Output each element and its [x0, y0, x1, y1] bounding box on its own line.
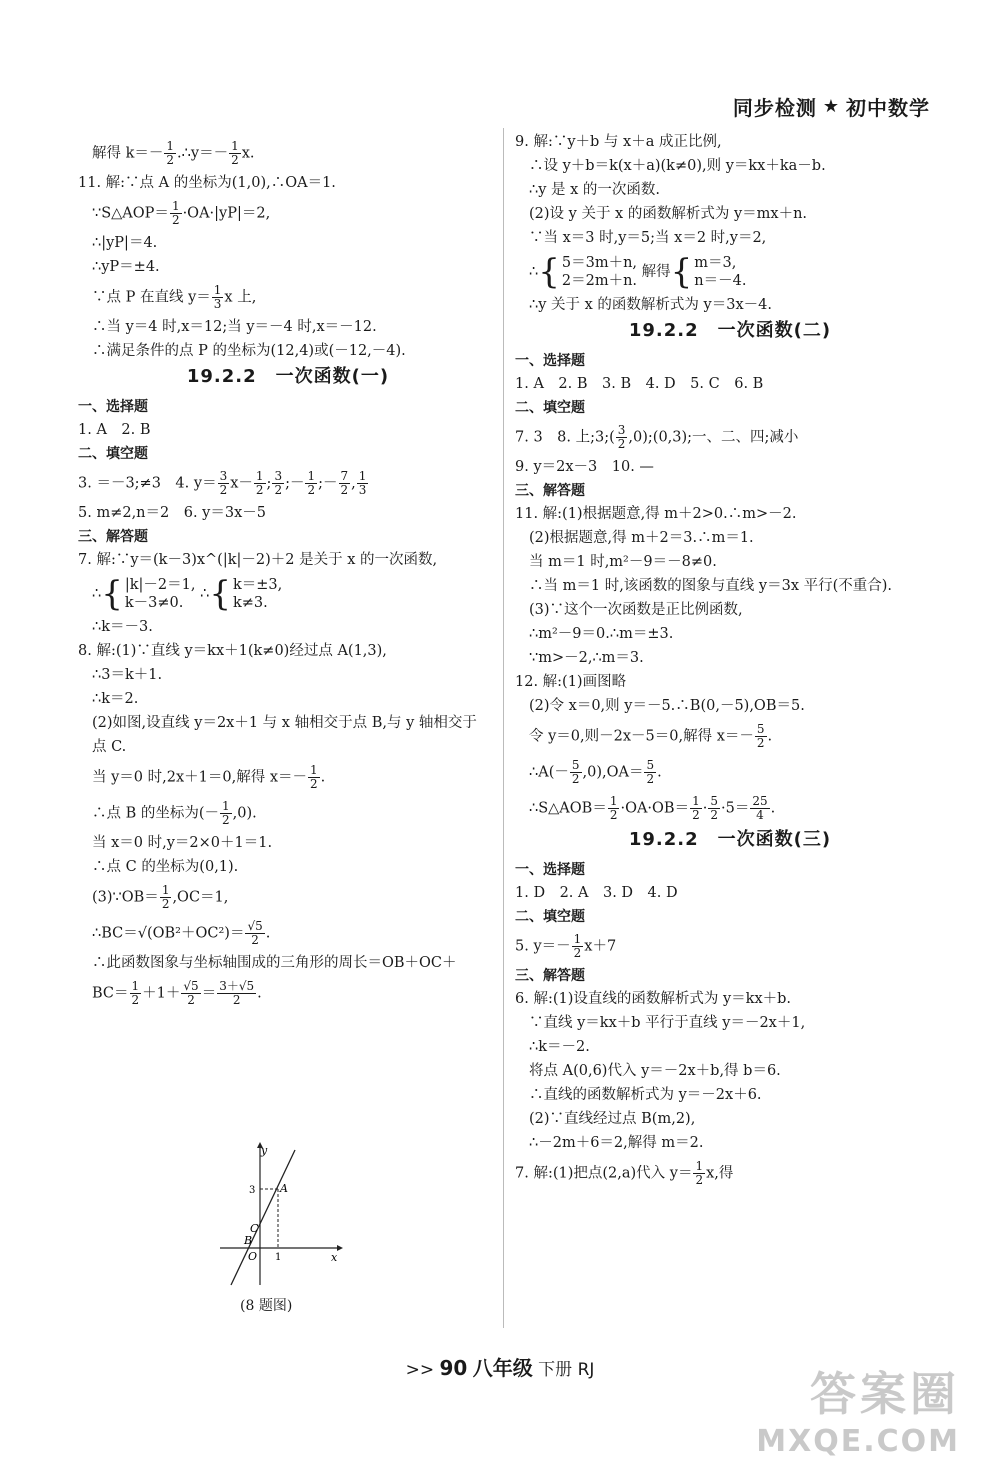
subheading: 二、填空题 [515, 400, 585, 416]
subheading: 一、选择题 [78, 399, 148, 415]
q8-line: (3)∵OB＝ $\frac{1}{2}$ ,OC＝1, [92, 883, 229, 912]
q8-graph [215, 1140, 345, 1290]
y-label: y [261, 1144, 268, 1157]
q9-line: ∴设 y＋b＝k(x＋a)(k≠0),则 y＝kx＋ka－b. [529, 158, 826, 174]
q11-line: ∴m²－9＝0.∴m＝±3. [529, 626, 674, 642]
edition-label: RJ [577, 1360, 595, 1380]
watermark-logo: 答案圈 [810, 1367, 960, 1421]
q7-line: 7. 解:(1)把点(2,a)代入 y＝ $\frac{1}{2}$ x,得 [515, 1159, 734, 1188]
point-B-label: B [244, 1234, 253, 1247]
q9-line: ∴y 是 x 的一次函数. [529, 182, 661, 198]
q11-line: ∴满足条件的点 P 的坐标为(12,4)或(－12,－4). [92, 343, 406, 359]
q11-line: 11. 解:(1)根据题意,得 m＋2>0.∴m>－2. [515, 506, 797, 522]
q8-line: (2)如图,设直线 y＝2x＋1 与 x 轴相交于点 B,与 y 轴相交于 [92, 715, 477, 731]
x-arrow-icon [337, 1245, 343, 1251]
q12-line: ∴S△AOB＝ $\frac{1}{2}$ ·OA·OB＝ $\frac{1}{2}$ · $\frac{5}{2}$ ·5＝ $\frac{25}{4}$ . [529, 794, 776, 823]
answers-fill: 5. y＝－ $\frac{1}{2}$ x＋7 [515, 932, 617, 961]
star-icon: ★ [822, 96, 840, 117]
q11-point: ∵点 P 在直线 y＝ $\frac{1}{3}$ x 上, [92, 283, 257, 312]
fraction: $\frac{1}{3}$ [213, 283, 222, 312]
q6-line: ∴直线的函数解析式为 y＝－2x＋6. [529, 1087, 762, 1103]
subheading: 三、解答题 [515, 483, 585, 499]
x-label: x [331, 1251, 338, 1264]
answers: 5. m≠2,n＝2 6. y＝3x－5 [78, 505, 267, 521]
watermark-url: MXQE.COM [756, 1424, 960, 1459]
q7-system: ∴ { |k|－2＝1, k－3≠0. ∴ { k＝±3, k≠3. [92, 574, 283, 614]
q6-line: 6. 解:(1)设直线的函数解析式为 y＝kx＋b. [515, 991, 792, 1007]
q7-line: ∴k＝－3. [92, 619, 153, 635]
q12-line: 12. 解:(1)画图略 [515, 674, 627, 690]
q6-line: (2)∵直线经过点 B(m,2), [529, 1111, 696, 1127]
answers: 1. D 2. A 3. D 4. D [515, 885, 678, 901]
fraction: $\frac{1}{2}$ [171, 199, 180, 228]
origin-label: O [248, 1250, 258, 1263]
subheading: 一、选择题 [515, 353, 585, 369]
q8-line: 当 x＝0 时,y＝2×0＋1＝1. [92, 835, 273, 851]
q8-line: 点 C. [92, 739, 127, 755]
figure-caption: (8 题图) [240, 1298, 293, 1314]
q12-line: ∴A(－ $\frac{5}{2}$ ,0),OA＝ $\frac{5}{2}$ . [529, 758, 662, 787]
arrows-icon: >> [405, 1360, 435, 1380]
q11-line: ∴|yP|＝4. [92, 235, 158, 251]
q6-line: ∴－2m＋6＝2,解得 m＝2. [529, 1135, 704, 1151]
q9-system: ∴ { 5＝3m＋n, 2＝2m＋n. 解得 { m＝3, n＝－4. [529, 252, 747, 292]
q6-line: 将点 A(0,6)代入 y＝－2x＋b,得 b＝6. [529, 1063, 781, 1079]
answers: 9. y＝2x－3 10. — [515, 459, 654, 475]
q11-line: 11. 解:∵点 A 的坐标为(1,0),∴OA＝1. [78, 175, 336, 191]
q9-line: ∵当 x＝3 时,y＝5;当 x＝2 时,y＝2, [529, 230, 767, 246]
q8-line: ∴点 B 的坐标为(－ $\frac{1}{2}$ ,0). [92, 799, 257, 828]
q8-line: ∴BC＝√(OB²＋OC²)＝ $\frac{√5}{2}$ . [92, 919, 271, 948]
section-heading: 19.2.2 一次函数(三) [628, 829, 832, 850]
q11-line: ∴当 m＝1 时,该函数的图象与直线 y＝3x 平行(不重合). [529, 578, 893, 594]
subject-title: 初中数学 [846, 96, 930, 120]
fraction: $\frac{1}{2}$ [166, 139, 175, 168]
q8-line: ∴此函数图象与坐标轴围成的三角形的周长＝OB＋OC＋ [92, 955, 457, 971]
right-column [515, 135, 945, 1196]
q7-line: 7. 解:∵y＝(k－3)x^(|k|－2)＋2 是关于 x 的一次函数, [78, 552, 438, 568]
left-column [78, 140, 498, 1016]
q12-line: 令 y＝0,则－2x－5＝0,解得 x＝－ $\frac{5}{2}$ . [529, 722, 773, 751]
subheading: 二、填空题 [515, 909, 585, 925]
q8-line: 8. 解:(1)∵直线 y＝kx＋1(k≠0)经过点 A(1,3), [78, 643, 387, 659]
volume-label: 下册 [538, 1360, 573, 1380]
q8-line: ∴点 C 的坐标为(0,1). [92, 859, 239, 875]
line-solve-k: 解得 k＝－ $\frac{1}{2}$ .∴y＝－ $\frac{1}{2}$ x. [92, 139, 255, 168]
q8-line: BC＝ $\frac{1}{2}$ ＋1＋ $\frac{√5}{2}$ ＝ $\frac{3+√5}{2}$ . [92, 979, 262, 1008]
q6-line: ∴k＝－2. [529, 1039, 590, 1055]
point-A-label: A [280, 1182, 288, 1195]
q9-line: 9. 解:∵y＋b 与 x＋a 成正比例, [515, 134, 722, 150]
subheading: 一、选择题 [515, 862, 585, 878]
section-heading: 19.2.2 一次函数(二) [628, 320, 832, 341]
q11-line: ∵m>－2,∴m＝3. [529, 650, 644, 666]
answers: 1. A 2. B [78, 422, 151, 438]
subheading: 三、解答题 [78, 529, 148, 545]
subheading: 二、填空题 [78, 446, 148, 462]
watermark [756, 1358, 960, 1459]
line-y-2x-1 [231, 1150, 295, 1285]
header-title [733, 92, 930, 121]
q11-area: ∵S△AOP＝ $\frac{1}{2}$ ·OA·|yP|＝2, [92, 199, 271, 228]
point-C-label: C [250, 1222, 259, 1235]
answers-fill: 7. 3 8. 上;3;( $\frac{3}{2}$ ,0);(0,3);一、二、四;减小 [515, 423, 799, 452]
q8-line: ∴k＝2. [92, 691, 139, 707]
q11-line: (2)根据题意,得 m＋2＝3.∴m＝1. [529, 530, 754, 546]
answers: 1. A 2. B 3. B 4. D 5. C 6. B [515, 376, 764, 392]
column-divider [503, 128, 504, 1328]
tick-label: 3 [249, 1185, 256, 1196]
answers-fill: 3. ＝－3;≠3 4. y＝ $\frac{3}{2}$ x－ $\frac{1}{2}$ ; $\frac{3}{2}$ ;－ $\frac{1}{2}$ ;－ $\frac{7}{2}$ , $\frac{1}{3}$ [78, 469, 367, 498]
q11-line: 当 m＝1 时,m²－9＝－8≠0. [529, 554, 717, 570]
tick-label: 1 [275, 1252, 282, 1263]
series-title: 同步检测 [732, 96, 817, 120]
q9-line: (2)设 y 关于 x 的函数解析式为 y＝mx＋n. [529, 206, 808, 222]
section-heading: 19.2.2 一次函数(一) [186, 366, 390, 387]
grade-label: 八年级 [472, 1356, 533, 1380]
fraction: $\frac{1}{2}$ [231, 139, 239, 168]
subheading: 三、解答题 [515, 968, 585, 984]
q11-line: (3)∵这个一次函数是正比例函数, [529, 602, 743, 618]
q8-line: ∴3＝k＋1. [92, 667, 163, 683]
q11-line: ∴yP＝±4. [92, 259, 160, 275]
q11-line: ∴当 y＝4 时,x＝12;当 y＝－4 时,x＝－12. [92, 319, 377, 335]
page-number: 90 [439, 1356, 468, 1380]
q12-line: (2)令 x＝0,则 y＝－5.∴B(0,－5),OB＝5. [529, 698, 805, 714]
q8-line: 当 y＝0 时,2x＋1＝0,解得 x＝－ $\frac{1}{2}$ . [92, 763, 326, 792]
q9-line: ∴y 关于 x 的函数解析式为 y＝3x－4. [529, 297, 772, 313]
q6-line: ∵直线 y＝kx＋b 平行于直线 y＝－2x＋1, [529, 1015, 806, 1031]
